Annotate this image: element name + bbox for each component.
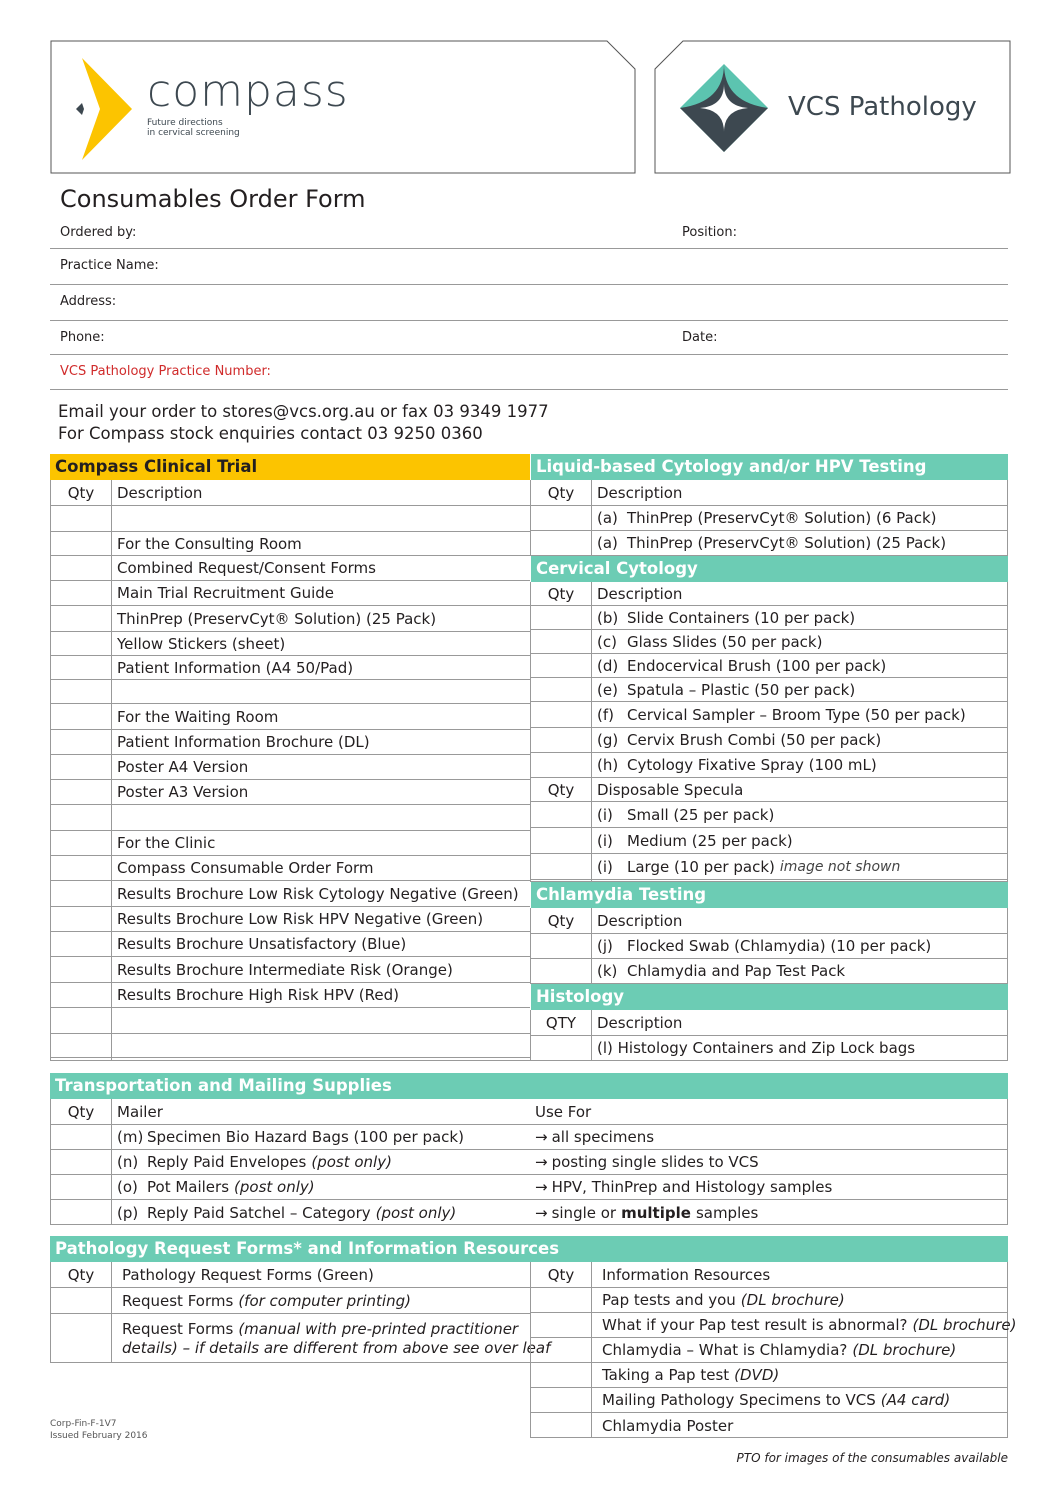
table-row <box>531 934 1007 959</box>
item-text: Flocked Swab (Chlamydia) (10 per pack) <box>627 937 932 955</box>
desc-label: Description <box>597 911 683 930</box>
description-cell: Yellow Stickers (sheet) <box>117 634 286 653</box>
qty-cell[interactable] <box>51 606 111 631</box>
position-label: Position: <box>682 225 737 240</box>
prf-header: Pathology Request Forms* and Information Resources <box>50 1236 1008 1262</box>
description-cell <box>112 1034 117 1057</box>
compass-trial-header: Compass Clinical Trial <box>50 454 530 480</box>
item-text: Reply Paid Satchel – Category <box>147 1203 371 1222</box>
description-header <box>592 778 743 801</box>
table-header-row <box>51 480 530 506</box>
form2-line-2: details) – if details are different from above see over leaf <box>122 1338 551 1357</box>
item-text: Pot Mailers <box>147 1178 230 1196</box>
use-text: posting single slides to VCS <box>551 1153 759 1171</box>
item-text: Request Forms <box>122 1291 234 1310</box>
specula-header-row <box>531 778 1007 802</box>
qty-cell[interactable] <box>531 934 591 958</box>
item-code: (g) <box>597 731 619 749</box>
qty-cell[interactable] <box>51 506 111 531</box>
table-row <box>531 854 1007 880</box>
item-text: Request Forms <box>122 1319 234 1338</box>
qty-cell[interactable] <box>51 704 111 729</box>
table-row <box>51 1125 1007 1150</box>
description-cell: For the Clinic <box>117 834 216 852</box>
description-cell: Results Brochure High Risk HPV (Red) <box>117 986 399 1004</box>
table-row <box>531 1338 1007 1363</box>
item-code: (a) <box>597 534 618 552</box>
table-row <box>51 1200 1007 1225</box>
arrow-icon: → <box>535 1128 548 1146</box>
information-resources-table <box>530 1262 1017 1438</box>
table-row <box>51 581 530 606</box>
qty-cell[interactable] <box>531 828 591 853</box>
description-header <box>592 908 682 933</box>
table-row <box>531 506 1007 531</box>
table-row <box>51 680 530 704</box>
item-text: Slide Containers (10 per pack) <box>627 608 856 627</box>
desc-label: Description <box>597 1013 683 1032</box>
qty-cell[interactable] <box>51 983 111 1007</box>
forms-header: Pathology Request Forms (Green) <box>122 1265 374 1284</box>
use-text: HPV, ThinPrep and Histology samples <box>551 1178 833 1196</box>
item-text: Medium (25 per pack) <box>627 831 793 850</box>
table-row <box>51 506 530 532</box>
info-header: Information Resources <box>602 1265 771 1284</box>
practice-number-label: VCS Pathology Practice Number: <box>60 364 271 379</box>
table-row <box>51 1314 551 1363</box>
qty-cell[interactable] <box>531 606 591 629</box>
divider <box>50 354 1008 355</box>
table-row <box>531 802 1007 828</box>
table-row <box>531 1363 1007 1388</box>
divider <box>50 389 1008 390</box>
form-code <box>50 1418 148 1442</box>
item-code: (d) <box>597 656 619 675</box>
pto-note: PTO for images of the consumables available <box>736 1451 1008 1465</box>
table-row <box>51 1175 1007 1200</box>
item-note: (post only) <box>234 1178 315 1196</box>
mailer-cell <box>112 1125 464 1149</box>
description-cell <box>592 959 845 983</box>
table-row <box>51 730 530 755</box>
table-row <box>51 1288 530 1314</box>
qty-cell[interactable] <box>531 1036 591 1060</box>
table-row <box>51 1008 530 1034</box>
qty-cell[interactable] <box>531 1388 591 1412</box>
description-header <box>592 480 682 505</box>
table-row <box>531 728 1007 753</box>
chlamydia-header: Chlamydia Testing <box>530 882 1008 908</box>
item-note: (DL brochure) <box>912 1316 1017 1334</box>
qty-cell[interactable] <box>51 1034 111 1057</box>
item-note: (post only) <box>375 1203 457 1222</box>
transport-table <box>50 1099 1008 1225</box>
divider <box>50 248 1008 249</box>
lbc-header: Liquid-based Cytology and/or HPV Testing <box>530 454 1008 480</box>
item-text: Small (25 per pack) <box>627 805 775 824</box>
item-note: (for computer printing) <box>238 1291 411 1310</box>
qty-cell[interactable] <box>51 1288 111 1313</box>
qty-cell[interactable] <box>51 881 111 906</box>
item-code: (j) <box>597 937 613 955</box>
cervical-table <box>530 582 1008 882</box>
table-row <box>51 907 530 932</box>
item-code: (a) <box>597 509 618 527</box>
qty-cell[interactable] <box>51 907 111 931</box>
description-header <box>592 582 682 605</box>
qty-cell[interactable] <box>531 678 591 701</box>
form-code-text: Corp-Fin-F-1V7 <box>50 1419 117 1429</box>
compass-tagline-1: Future directions <box>147 118 223 128</box>
description-cell <box>112 805 117 830</box>
table-header-row <box>531 1010 1007 1036</box>
arrow-icon: → <box>535 1203 548 1222</box>
vcs-logo-icon <box>678 62 770 154</box>
table-row <box>51 805 530 831</box>
qty-cell[interactable] <box>51 532 111 555</box>
description-cell <box>597 1338 956 1362</box>
item-code: (n) <box>117 1153 139 1171</box>
qty-cell[interactable] <box>531 531 591 555</box>
qty-cell[interactable] <box>531 802 591 827</box>
qty-header: Qty <box>547 780 575 799</box>
item-code: (i) <box>597 831 613 850</box>
item-code: (h) <box>597 756 619 774</box>
description-cell <box>592 606 855 629</box>
table-row <box>531 606 1007 630</box>
qty-cell[interactable] <box>531 506 591 530</box>
item-text: Cytology Fixative Spray (100 mL) <box>627 756 877 774</box>
table-row <box>51 632 530 656</box>
table-header-row <box>51 1262 530 1288</box>
description-cell <box>592 678 855 701</box>
qty-cell[interactable] <box>51 730 111 754</box>
qty-cell[interactable] <box>51 1150 111 1174</box>
mailer-header: Mailer <box>117 1102 163 1121</box>
table-row <box>51 1034 530 1058</box>
item-text: What if your Pap test result is abnormal? <box>602 1316 908 1334</box>
desc-label: Description <box>597 483 683 502</box>
histology-table <box>530 1010 1008 1061</box>
item-code: (c) <box>597 632 617 651</box>
use-text: samples <box>695 1203 759 1222</box>
table-row <box>531 702 1007 728</box>
practice-name-label: Practice Name: <box>60 258 159 273</box>
item-code: (o) <box>117 1178 138 1196</box>
item-note: (DL brochure) <box>740 1291 845 1309</box>
description-cell: Patient Information Brochure (DL) <box>117 733 370 751</box>
table-row <box>531 531 1007 556</box>
description-cell <box>592 828 793 853</box>
email-instruction: Email your order to stores@vcs.org.au or fax 03 9349 1977 <box>58 402 549 421</box>
item-text: Reply Paid Envelopes <box>147 1153 307 1171</box>
enquiry-instruction: For Compass stock enquiries contact 03 9250 0360 <box>58 424 483 443</box>
address-label: Address: <box>60 294 117 309</box>
use-for-cell <box>530 1175 832 1199</box>
qty-cell[interactable] <box>531 728 591 752</box>
item-text: Specimen Bio Hazard Bags (100 per pack) <box>147 1128 464 1146</box>
description-cell: Poster A4 Version <box>117 758 249 776</box>
use-for-cell <box>530 1125 654 1149</box>
compass-tagline-2: in cervical screening <box>147 128 240 138</box>
description-cell: For the Waiting Room <box>117 707 279 726</box>
form2-line-1 <box>122 1320 518 1339</box>
table-row <box>51 983 530 1008</box>
description-cell <box>592 654 886 677</box>
description-cell <box>112 506 117 531</box>
use-text: all specimens <box>551 1128 655 1146</box>
qty-header: Qty <box>67 483 95 502</box>
issued-date: Issued February 2016 <box>50 1431 148 1441</box>
item-text: Large (10 per pack) <box>627 857 775 876</box>
description-cell: Results Brochure Intermediate Risk (Orange) <box>117 960 453 979</box>
description-cell <box>112 1008 117 1033</box>
qty-cell[interactable] <box>51 1200 111 1225</box>
description-cell <box>597 1388 950 1412</box>
table-row <box>51 755 530 780</box>
item-code: (i) <box>597 857 613 876</box>
table-row <box>531 1288 1007 1313</box>
item-text: Chlamydia Poster <box>602 1416 734 1435</box>
mailer-cell <box>112 1150 392 1174</box>
table-row <box>51 556 530 581</box>
vcs-logo-text: VCS Pathology <box>788 92 977 122</box>
use-for-cell <box>530 1150 759 1174</box>
qty-cell[interactable] <box>531 1363 591 1387</box>
table-row <box>51 881 530 907</box>
item-text: Glass Slides (50 per pack) <box>627 632 823 651</box>
description-cell <box>592 531 946 555</box>
item-text: ThinPrep (PreservCyt® Solution) (6 Pack) <box>627 509 937 527</box>
qty-cell[interactable] <box>531 854 591 879</box>
qty-cell[interactable] <box>531 959 591 983</box>
date-label: Date: <box>682 330 718 345</box>
description-cell <box>592 753 877 777</box>
description-header: Description <box>117 483 203 502</box>
qty-cell[interactable] <box>51 581 111 605</box>
use-text-bold: multiple <box>621 1203 691 1222</box>
table-row <box>531 654 1007 678</box>
item-text: Endocervical Brush (100 per pack) <box>627 656 887 675</box>
table-row <box>531 1036 1007 1061</box>
item-text: Pap tests and you <box>602 1291 736 1309</box>
qty-cell[interactable] <box>51 957 111 982</box>
qty-header: QTY <box>545 1013 577 1032</box>
mailer-cell <box>112 1200 456 1225</box>
qty-header: Qty <box>547 1265 575 1284</box>
item-note: (A4 card) <box>880 1391 951 1409</box>
qty-cell[interactable] <box>531 753 591 777</box>
description-cell <box>597 1413 733 1438</box>
description-header <box>592 1010 682 1035</box>
qty-cell[interactable] <box>51 632 111 655</box>
table-row <box>51 957 530 983</box>
qty-cell[interactable] <box>531 654 591 677</box>
table-row <box>51 704 530 730</box>
description-cell: Patient Information (A4 50/Pad) <box>117 658 354 677</box>
qty-cell[interactable] <box>51 1008 111 1033</box>
table-row <box>51 856 530 881</box>
description-cell <box>592 630 822 653</box>
request-forms-table <box>50 1262 551 1363</box>
item-note: (manual with pre-printed practitioner <box>238 1319 519 1338</box>
item-text: Taking a Pap test <box>602 1366 730 1384</box>
ordered-by-label: Ordered by: <box>60 225 137 240</box>
histology-header: Histology <box>530 984 1008 1010</box>
compass-trial-table <box>50 480 530 1061</box>
table-row <box>531 630 1007 654</box>
description-cell <box>592 728 881 752</box>
item-code: (k) <box>597 962 618 980</box>
qty-cell[interactable] <box>531 1288 591 1312</box>
qty-header: Qty <box>547 483 575 502</box>
table-header-row <box>531 480 1007 506</box>
description-cell <box>597 1363 779 1387</box>
item-code: (m) <box>117 1128 144 1146</box>
desc-label: Description <box>597 584 683 603</box>
table-row <box>51 932 530 957</box>
phone-label: Phone: <box>60 330 105 345</box>
item-text: Spatula – Plastic (50 per pack) <box>627 680 856 699</box>
item-note: (DVD) <box>734 1366 780 1384</box>
chlamydia-table <box>530 908 1008 984</box>
description-cell: Combined Request/Consent Forms <box>117 559 376 577</box>
divider <box>50 284 1008 285</box>
qty-cell[interactable] <box>51 856 111 880</box>
item-text: (l) Histology Containers and Zip Lock bags <box>597 1039 916 1057</box>
qty-cell[interactable] <box>531 1413 591 1438</box>
description-cell <box>592 854 900 879</box>
specula-title: Disposable Specula <box>597 780 744 799</box>
table-row <box>531 959 1007 984</box>
use-for-cell <box>530 1200 758 1225</box>
item-text: Cervix Brush Combi (50 per pack) <box>627 731 882 749</box>
item-text: Cervical Sampler – Broom Type (50 per pack) <box>627 705 966 724</box>
item-code: (p) <box>117 1203 139 1222</box>
description-cell: For the Consulting Room <box>117 534 302 553</box>
item-code: (e) <box>597 680 618 699</box>
item-code: (i) <box>597 805 613 824</box>
description-cell: ThinPrep (PreservCyt® Solution) (25 Pack) <box>117 609 437 628</box>
qty-header: Qty <box>547 911 575 930</box>
description-cell <box>597 1288 845 1312</box>
qty-cell[interactable] <box>51 755 111 779</box>
qty-header: Qty <box>67 1265 95 1284</box>
compass-tagline <box>147 118 287 138</box>
table-row <box>531 828 1007 854</box>
table-row <box>51 1150 1007 1175</box>
item-note: (DL brochure) <box>852 1341 957 1359</box>
table-header-row <box>531 908 1007 934</box>
qty-cell[interactable] <box>51 932 111 956</box>
description-cell <box>117 1288 411 1313</box>
item-text: Chlamydia and Pap Test Pack <box>627 962 846 980</box>
compass-logo-icon <box>74 58 136 160</box>
qty-cell[interactable] <box>51 780 111 804</box>
qty-header: Qty <box>67 1102 95 1121</box>
description-cell <box>592 934 931 958</box>
description-cell: Main Trial Recruitment Guide <box>117 584 334 602</box>
qty-cell[interactable] <box>51 656 111 679</box>
use-text: single or <box>551 1203 617 1222</box>
description-cell <box>592 1036 915 1060</box>
compass-logo-text: compass <box>147 66 349 117</box>
table-header-row <box>51 1099 1007 1125</box>
transport-header: Transportation and Mailing Supplies <box>50 1073 1008 1099</box>
qty-cell[interactable] <box>51 1175 111 1199</box>
cervical-header: Cervical Cytology <box>530 556 1008 582</box>
description-cell: Results Brochure Low Risk Cytology Negative (Green) <box>117 884 519 903</box>
table-header-row <box>531 1262 1007 1288</box>
description-cell <box>592 802 774 827</box>
table-row <box>51 656 530 680</box>
qty-cell[interactable] <box>51 831 111 855</box>
table-row <box>531 678 1007 702</box>
table-row <box>531 1313 1017 1338</box>
item-text: Mailing Pathology Specimens to VCS <box>602 1391 876 1409</box>
qty-cell[interactable] <box>51 1314 111 1363</box>
qty-cell[interactable] <box>51 1125 111 1149</box>
description-cell: Poster A3 Version <box>117 783 249 801</box>
qty-cell[interactable] <box>51 805 111 830</box>
qty-cell[interactable] <box>531 702 591 727</box>
table-header-row <box>531 582 1007 606</box>
lbc-table <box>530 480 1008 556</box>
description-cell: Compass Consumable Order Form <box>117 859 374 877</box>
table-row <box>531 1413 1007 1438</box>
divider <box>50 320 1008 321</box>
description-cell: Results Brochure Unsatisfactory (Blue) <box>117 935 407 953</box>
qty-cell[interactable] <box>531 630 591 653</box>
table-row <box>51 606 530 632</box>
qty-cell[interactable] <box>531 1313 591 1337</box>
item-code: (f) <box>597 705 614 724</box>
item-text: Chlamydia – What is Chlamydia? <box>602 1341 848 1359</box>
table-row <box>531 1388 1007 1413</box>
description-cell <box>592 702 966 727</box>
table-row <box>51 780 530 805</box>
table-row <box>51 532 530 556</box>
description-cell <box>597 1313 1016 1337</box>
item-text: ThinPrep (PreservCyt® Solution) (25 Pack) <box>627 534 947 552</box>
qty-cell[interactable] <box>531 1338 591 1362</box>
item-note: image not shown <box>779 858 901 875</box>
table-row <box>531 753 1007 778</box>
use-for-header: Use For <box>535 1102 592 1121</box>
item-code: (b) <box>597 608 619 627</box>
description-cell: Results Brochure Low Risk HPV Negative (Green) <box>117 910 484 928</box>
arrow-icon: → <box>535 1178 548 1196</box>
mailer-cell <box>112 1175 315 1199</box>
page-title: Consumables Order Form <box>60 185 366 213</box>
description-cell <box>592 506 937 530</box>
arrow-icon: → <box>535 1153 548 1171</box>
description-cell <box>112 680 117 703</box>
qty-cell[interactable] <box>51 680 111 703</box>
table-row <box>51 831 530 856</box>
qty-header: Qty <box>547 584 575 603</box>
item-note: (post only) <box>311 1153 392 1171</box>
description-cell <box>117 1314 550 1363</box>
qty-cell[interactable] <box>51 556 111 580</box>
